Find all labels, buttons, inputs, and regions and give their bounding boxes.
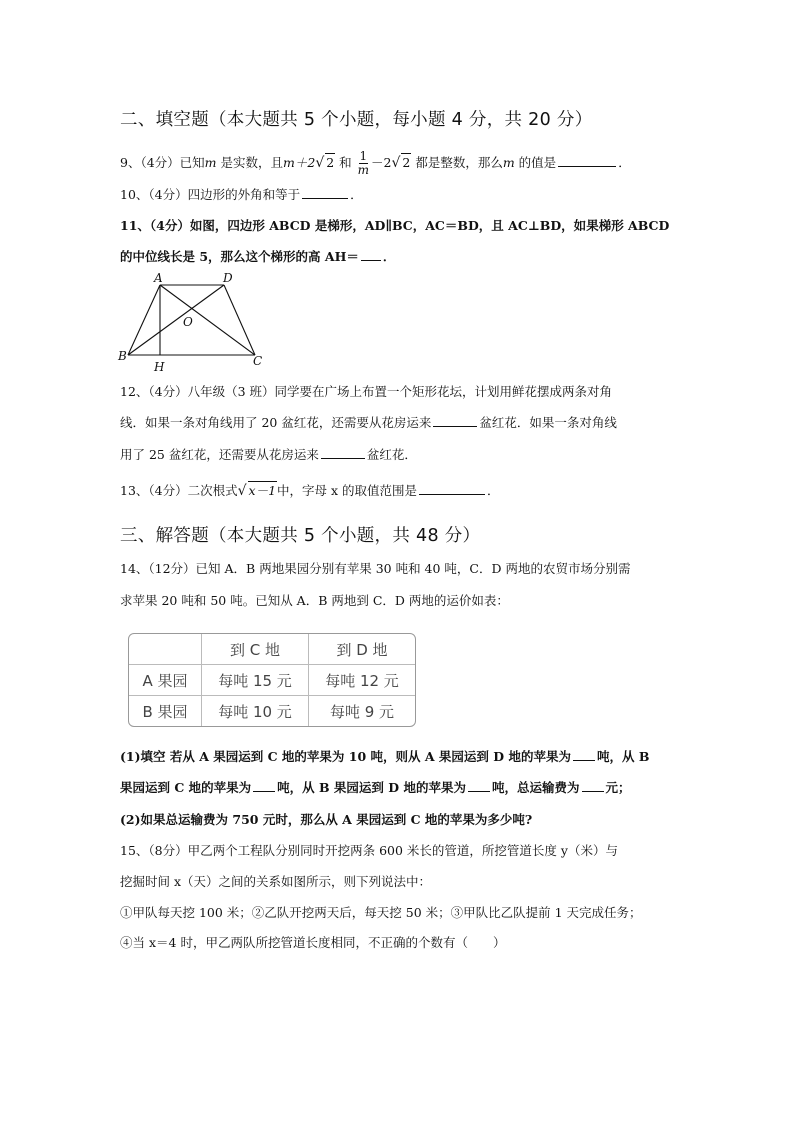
q9-m1: m [204,155,217,170]
q13-mid: 中，字母 x 的取值范围是 [277,483,418,498]
section3-heading: 三、解答题（本大题共 5 个小题，共 48 分） [120,526,481,546]
q12-line2b: 盆红花．如果一条对角线 [479,415,617,430]
label-h: H [154,360,165,374]
q14-p1-line2a: 果园运到 C 地的苹果为 [120,780,252,795]
answer-blank[interactable] [573,748,595,761]
table-cell: B 果园 [129,696,202,726]
sqrt-sign: √ [391,155,401,171]
table-cell: 每吨 10 元 [202,696,309,726]
label-a: A [154,271,163,285]
sqrt-sign: √ [237,483,247,499]
q9-m2: m [502,155,515,170]
question-11-line2 [120,248,395,266]
q13-end: ． [487,483,500,498]
q13-prefix: 13、（4分）二次根式 [120,483,238,498]
q9-expr1: m＋2 [283,155,316,170]
question-13 [120,481,500,500]
q14-p1-line2c: 吨，总运输费为 [491,780,580,795]
answer-blank[interactable] [558,154,616,167]
table-row [129,665,415,696]
table-row [129,696,415,726]
answer-blank[interactable] [361,248,381,261]
side-ab [128,285,160,355]
q14-p1-line2b: 吨，从 B 果园运到 D 地的苹果为 [277,780,466,795]
q10-end: ． [350,187,363,202]
sqrt-sign: √ [315,155,325,171]
q9-sq2: 2 [402,155,411,170]
freight-price-table [128,633,416,727]
table-cell: A 果园 [129,665,202,696]
q12-line3b: 盆红花． [366,447,417,462]
question-15-line3: ①甲队每天挖 100 米；②乙队开挖两天后，每天挖 50 米；③甲队比乙队提前 1 天完成任务； [120,905,642,920]
question-15-line2: 挖掘时间 x（天）之间的关系如图所示，则下列说法中： [120,874,432,889]
question-12-line3 [120,446,417,464]
label-o: O [183,315,193,329]
q11-end: ． [382,249,396,264]
answer-blank[interactable] [302,186,348,199]
trapezoid-figure [112,270,272,378]
label-c: C [253,354,263,368]
label-b: B [118,349,127,363]
table-header-row [129,634,415,665]
q11-line2-text: 的中位线长是 5，那么这个梯形的高 AH＝ [120,249,359,264]
q14-p1-line1a: (1)填空 若从 A 果园运到 C 地的苹果为 10 吨，则从 A 果园运到 D 地的苹果为 [120,749,571,764]
q9-end: ． [618,155,631,170]
table-header-cell [129,634,202,665]
question-10 [120,186,363,204]
question-9 [120,150,631,177]
table-cell: 每吨 9 元 [329,702,395,721]
answer-blank[interactable] [253,779,275,792]
answer-blank[interactable] [419,482,485,495]
table-cell: 每吨 15 元 [202,665,309,696]
q9-fraction [358,150,369,177]
question-12-line1: 12、（4分）八年级（3 班）同学要在广场上布置一个矩形花坛，计划用鲜花摆成两条对角 [120,384,613,399]
answer-blank[interactable] [468,779,490,792]
q9-prefix: 9、（4分）已知 [120,155,205,170]
frac-denominator: m [357,163,370,177]
diagonal-ac [160,285,255,355]
q12-line2a: 线．如果一条对角线用了 20 盆红花，还需要从花房运来 [120,415,432,430]
question-14-part1-line1 [120,748,649,766]
q9-t2: 和 [335,155,356,170]
question-14-part1-line2 [120,779,631,797]
q9-sq1: 2 [326,155,335,170]
frac-numerator: 1 [359,149,368,163]
table-header-cell: 到 C 地 [202,634,309,665]
answer-blank[interactable] [433,414,477,427]
q9-t3: 都是整数，那么 [411,155,503,170]
question-14-line1: 14、（12分）已知 A．B 两地果园分别有苹果 30 吨和 40 吨，C．D 两地的农贸市场分别需 [120,561,631,576]
table-cell: 每吨 12 元 [309,665,415,696]
question-12-line2 [120,414,617,432]
section2-heading: 二、填空题（本大题共 5 个小题，每小题 4 分，共 20 分） [120,110,593,130]
q9-t1: 是实数，且 [216,155,283,170]
q14-p1-line2d: 元； [605,780,631,795]
question-14-line2: 求苹果 20 吨和 50 吨。已知从 A．B 两地到 C．D 两地的运价如表： [120,593,509,608]
question-11-line1: 11、（4分）如图，四边形 ABCD 是梯形，AD∥BC，AC＝BD，且 AC⊥BD，如果梯形 ABCD [120,218,670,233]
label-d: D [223,271,233,285]
question-14-part2: (2)如果总运输费为 750 元时，那么从 A 果园运到 C 地的苹果为多少吨? [120,812,533,827]
answer-blank[interactable] [321,446,365,459]
table-header-cell: 到 D 地 [309,634,415,665]
q9-expr2: －2 [371,155,392,170]
q13-radicand: x－1 [248,483,277,498]
q9-t4: 的值是 [514,155,557,170]
diagonal-bd [128,285,224,355]
side-dc [224,285,255,355]
q10-text: 10、（4分）四边形的外角和等于 [120,187,301,202]
question-15-line4: ④当 x＝4 时，甲乙两队所挖管道长度相同，不正确的个数有（ ） [120,935,506,950]
answer-blank[interactable] [582,779,604,792]
q14-p1-line1b: 吨，从 B [596,749,650,764]
q12-line3a: 用了 25 盆红花，还需要从花房运来 [120,447,319,462]
question-15-line1: 15、（8分）甲乙两个工程队分别同时开挖两条 600 米长的管道，所挖管道长度 y（米）与 [120,843,618,858]
